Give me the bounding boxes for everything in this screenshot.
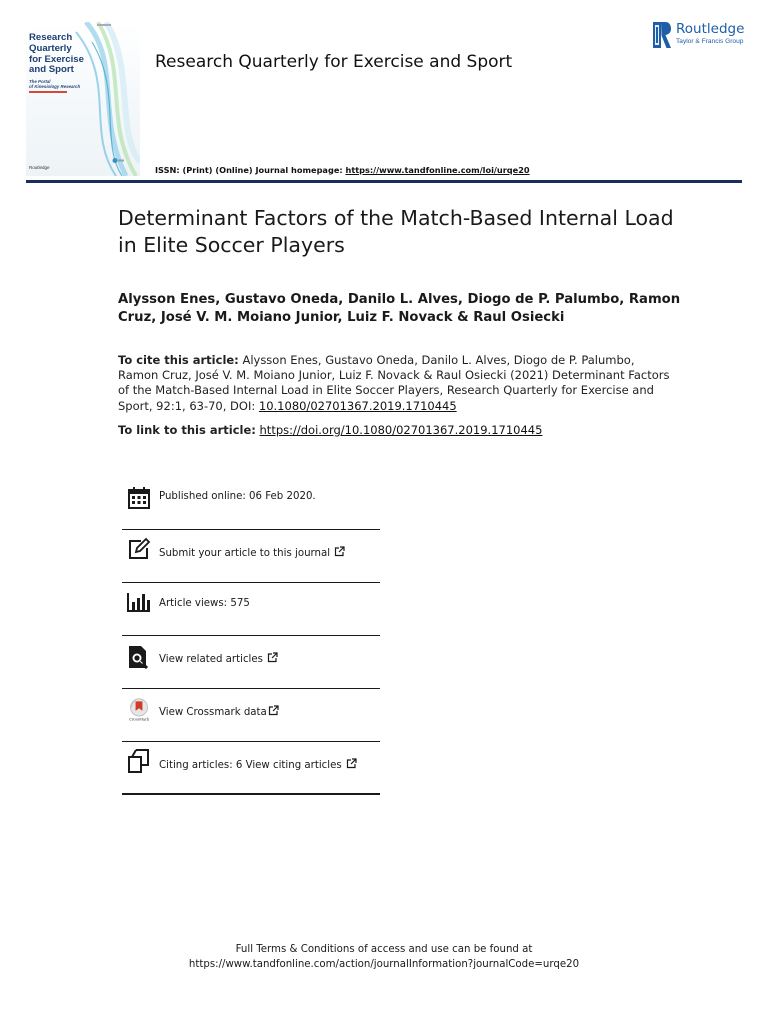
issn-line — [155, 165, 530, 175]
info-divider — [122, 582, 380, 583]
article-views: Article views: 575 — [159, 598, 250, 609]
cover-subtitle: The Portal of Kinesiology Research — [29, 79, 81, 90]
journal-cover-image — [26, 22, 140, 176]
citing-documents-icon — [127, 749, 151, 773]
article-authors: Alysson Enes, Gustavo Oneda, Danilo L. Alves, Diogo de P. Palumbo, Ramon Cruz, José V. M. Moiano Junior, Luiz F. Novack & Raul Osiecki — [118, 292, 681, 325]
external-link-icon — [346, 758, 357, 769]
article-link-line — [118, 423, 678, 437]
crossmark-icon — [127, 698, 151, 722]
issn-text: ISSN: (Print) (Online) Journal homepage: — [155, 165, 343, 175]
link-label: To link to this article: — [118, 423, 256, 437]
related-articles-label: View related articles — [159, 654, 263, 665]
citing-articles-label: Citing articles: 6 View citing articles — [159, 760, 342, 771]
cover-emblem-icon — [112, 157, 124, 164]
article-title: Determinant Factors of the Match-Based Internal Load in Elite Soccer Players — [118, 206, 674, 257]
article-doi-url[interactable]: https://doi.org/10.1080/02701367.2019.1710445 — [259, 423, 543, 437]
published-date: Published online: 06 Feb 2020. — [159, 491, 316, 502]
bar-chart-icon — [127, 590, 151, 614]
routledge-r-icon — [652, 21, 672, 49]
crossmark-link[interactable] — [159, 705, 279, 718]
external-link-icon — [334, 546, 345, 557]
cover-title: Research Quarterly for Exercise and Sport — [29, 32, 84, 76]
citing-articles-link[interactable] — [159, 758, 357, 771]
related-articles-link[interactable] — [159, 652, 278, 665]
cite-label: To cite this article: — [118, 353, 239, 367]
citation-block — [118, 353, 678, 414]
crossmark-logo-text: CrossMark — [128, 717, 150, 722]
publisher-name: Routledge — [676, 21, 745, 37]
info-divider — [122, 741, 380, 742]
footer-terms-url[interactable]: https://www.tandfonline.com/action/journalInformation?journalCode=urqe20 — [188, 959, 580, 970]
doi-link[interactable]: 10.1080/02701367.2019.1710445 — [258, 398, 457, 413]
external-link-icon — [268, 705, 279, 716]
footer-terms-text: Full Terms & Conditions of access and use can be found at — [235, 944, 533, 955]
crossmark-label: View Crossmark data — [159, 707, 267, 718]
edit-icon — [127, 537, 151, 561]
calendar-icon — [127, 486, 151, 510]
submit-article-label: Submit your article to this journal — [159, 548, 331, 559]
info-divider — [122, 635, 380, 636]
header-divider — [26, 180, 742, 183]
external-link-icon — [267, 652, 278, 663]
journal-title: Research Quarterly for Exercise and Sport — [155, 52, 513, 72]
journal-homepage-link[interactable]: https://www.tandfonline.com/loi/urqe20 — [345, 165, 530, 175]
footer-terms — [84, 942, 684, 972]
document-search-icon — [127, 645, 151, 669]
submit-article-link[interactable] — [159, 546, 345, 559]
info-divider — [122, 529, 380, 530]
info-divider — [122, 793, 380, 795]
routledge-logo[interactable] — [652, 21, 752, 49]
cover-publisher-mark: Routledge — [29, 165, 50, 170]
publisher-tagline: Taylor & Francis Group — [676, 38, 744, 45]
info-divider — [122, 688, 380, 689]
cite-text: Alysson Enes, Gustavo Oneda, Danilo L. Alves, Diogo de P. Palumbo, Ramon Cruz, José V. M. Moiano Junior, Luiz F. Novack & Raul Osiecki (2021) Determinant Factors of the Match-Based Internal Load in Elite Soccer Players, Research Quarterly for Exercise and Sport, 92:1, 63-70, DOI: — [118, 353, 670, 413]
